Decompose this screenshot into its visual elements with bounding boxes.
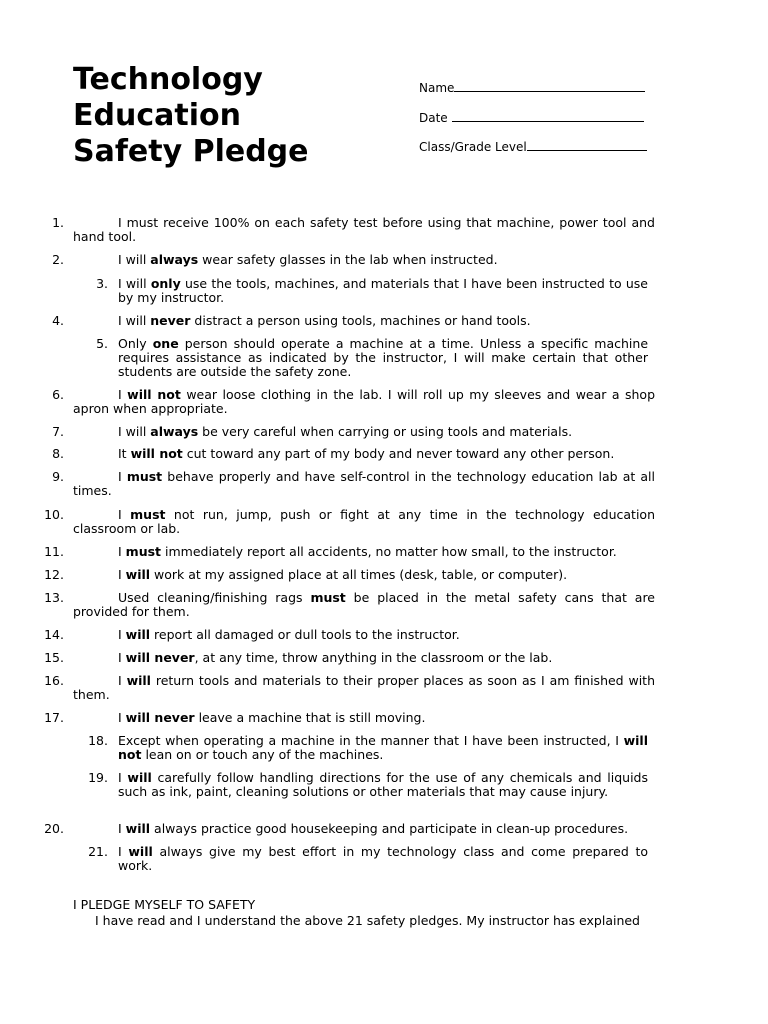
body-text: behave properly and have self-control in the technology education lab at all times. [73, 469, 655, 498]
pledge-item-number: 12. [44, 567, 64, 582]
pledge-item-text [73, 545, 655, 559]
pledge-item-number: 1. [52, 215, 64, 230]
pledge-item-text [73, 425, 655, 439]
pledge-item-text [118, 337, 648, 379]
emphasis-text: must [310, 590, 346, 605]
pledge-item-text [118, 771, 648, 799]
body-text: Except when operating a machine in the manner that I have been instructed, I [118, 733, 624, 748]
emphasis-text: will [128, 844, 153, 859]
body-text: I [118, 507, 131, 522]
body-text: wear safety glasses in the lab when instructed. [198, 252, 498, 267]
pledge-item-text [73, 314, 655, 328]
pledge-item-text [73, 674, 655, 702]
body-text: Used cleaning/finishing rags [118, 590, 311, 605]
emphasis-text: will not [130, 446, 183, 461]
body-text: leave a machine that is still moving. [194, 710, 426, 725]
pledge-item-text [73, 628, 655, 642]
body-text: I [118, 469, 127, 484]
emphasis-text: must [130, 507, 166, 522]
emphasis-text: will not [127, 387, 181, 402]
emphasis-text: will [125, 567, 151, 582]
pledge-item-text [73, 651, 655, 665]
pledge-item-text [73, 253, 655, 267]
body-text: wear loose clothing in the lab. I will roll up my sleeves and wear a shop apron when appropriate. [73, 387, 655, 416]
pledge-item-text [73, 508, 655, 536]
emphasis-text: never [150, 313, 191, 328]
pledge-item-text [73, 388, 655, 416]
pledge-item-text [73, 591, 655, 619]
title-line-2: Education [73, 98, 241, 133]
body-text: I [118, 821, 126, 836]
body-text: I [118, 710, 126, 725]
pledge-item-number: 15. [44, 650, 64, 665]
pledge-item-number: 17. [44, 710, 64, 725]
pledge-item-number: 4. [52, 313, 64, 328]
body-text: It [118, 446, 131, 461]
body-text: be placed in the metal safety cans that are provided for them. [73, 590, 656, 619]
date-blank[interactable] [452, 109, 644, 122]
body-text: use the tools, machines, and materials that I have been instructed to use by my instructor. [118, 276, 648, 305]
pledge-item-number: 5. [96, 336, 108, 351]
emphasis-text: must [126, 469, 163, 484]
pledge-item-text [118, 845, 648, 873]
emphasis-text: will never [125, 650, 195, 665]
class-grade-field[interactable] [419, 138, 647, 154]
pledge-item-number: 7. [52, 424, 64, 439]
emphasis-text: only [150, 276, 181, 291]
body-text: I will [118, 252, 151, 267]
body-text: cut toward any part of my body and never toward any other person. [182, 446, 615, 461]
body-text: always practice good housekeeping and participate in clean-up procedures. [150, 821, 629, 836]
body-text: return tools and materials to their proper places as soon as I am finished with them. [73, 673, 655, 702]
body-text: I will [118, 313, 151, 328]
body-text: not run, jump, push or fight at any time in the technology education classroom or lab. [73, 507, 655, 536]
date-label: Date [419, 111, 452, 125]
pledge-item-number: 3. [96, 276, 108, 291]
emphasis-text: will [125, 627, 151, 642]
pledge-item-number: 13. [44, 590, 64, 605]
emphasis-text: always [150, 252, 199, 267]
body-text: carefully follow handling directions for the use of any chemicals and liquids such as ink, paint, cleaning solutions or other materials that may cause injury. [118, 770, 648, 799]
emphasis-text: must [125, 544, 162, 559]
body-text: I will [118, 424, 151, 439]
pledge-item-number: 2. [52, 252, 64, 267]
body-text: I will [118, 276, 151, 291]
pledge-item-number: 21. [88, 844, 108, 859]
emphasis-text: will [126, 673, 151, 688]
page-title [73, 62, 309, 170]
pledge-item-number: 20. [44, 821, 64, 836]
pledge-item-number: 14. [44, 627, 64, 642]
emphasis-text: will not [118, 733, 648, 762]
date-field[interactable] [419, 109, 644, 125]
body-text: distract a person using tools, machines or hand tools. [190, 313, 531, 328]
pledge-statement: I have read and I understand the above 21 safety pledges. My instructor has explained [95, 913, 640, 928]
body-text: immediately report all accidents, no matter how small, to the instructor. [161, 544, 617, 559]
title-line-1: Technology [73, 62, 263, 97]
body-text: I must receive 100% on each safety test before using that machine, power tool and hand tool. [73, 215, 655, 244]
pledge-item-text [118, 277, 648, 305]
name-blank[interactable] [454, 79, 645, 92]
pledge-item-number: 6. [52, 387, 64, 402]
emphasis-text: always [150, 424, 199, 439]
name-field[interactable] [419, 79, 645, 95]
body-text: report all damaged or dull tools to the instructor. [150, 627, 460, 642]
pledge-item-text [73, 216, 655, 244]
class-grade-blank[interactable] [527, 138, 647, 151]
body-text: I [118, 844, 129, 859]
body-text: , at any time, throw anything in the classroom or the lab. [194, 650, 553, 665]
pledge-item-text [73, 447, 655, 461]
body-text: I [118, 627, 126, 642]
body-text: I [118, 544, 126, 559]
pledge-item-text [73, 568, 655, 582]
body-text: be very careful when carrying or using tools and materials. [198, 424, 573, 439]
pledge-item-number: 8. [52, 446, 64, 461]
pledge-item-number: 16. [44, 673, 64, 688]
pledge-item-text [118, 734, 648, 762]
body-text: I [118, 770, 128, 785]
body-text: I [118, 387, 128, 402]
title-line-3: Safety Pledge [73, 134, 309, 169]
pledge-item-number: 18. [88, 733, 108, 748]
emphasis-text: will [125, 821, 151, 836]
emphasis-text: will [127, 770, 152, 785]
body-text: work at my assigned place at all times (desk, table, or computer). [150, 567, 568, 582]
name-label: Name [419, 81, 455, 95]
pledge-item-text [73, 711, 655, 725]
body-text: I [118, 673, 127, 688]
pledge-item-number: 10. [44, 507, 64, 522]
pledge-item-text [73, 822, 655, 836]
body-text: I [118, 567, 126, 582]
pledge-item-number: 19. [88, 770, 108, 785]
body-text: lean on or touch any of the machines. [141, 747, 384, 762]
pledge-item-number: 9. [52, 469, 64, 484]
emphasis-text: one [152, 336, 179, 351]
body-text: person should operate a machine at a time. Unless a specific machine requires assistance as indicated by the instructor, I will make certain that other students are outside the safety zone. [118, 336, 649, 379]
body-text: I [118, 650, 126, 665]
body-text: Only [118, 336, 153, 351]
emphasis-text: will never [125, 710, 195, 725]
pledge-item-number: 11. [44, 544, 64, 559]
pledge-heading: I PLEDGE MYSELF TO SAFETY [73, 897, 256, 912]
body-text: always give my best effort in my technology class and come prepared to work. [118, 844, 648, 873]
class-grade-label: Class/Grade Level [419, 140, 527, 154]
pledge-item-text [73, 470, 655, 498]
